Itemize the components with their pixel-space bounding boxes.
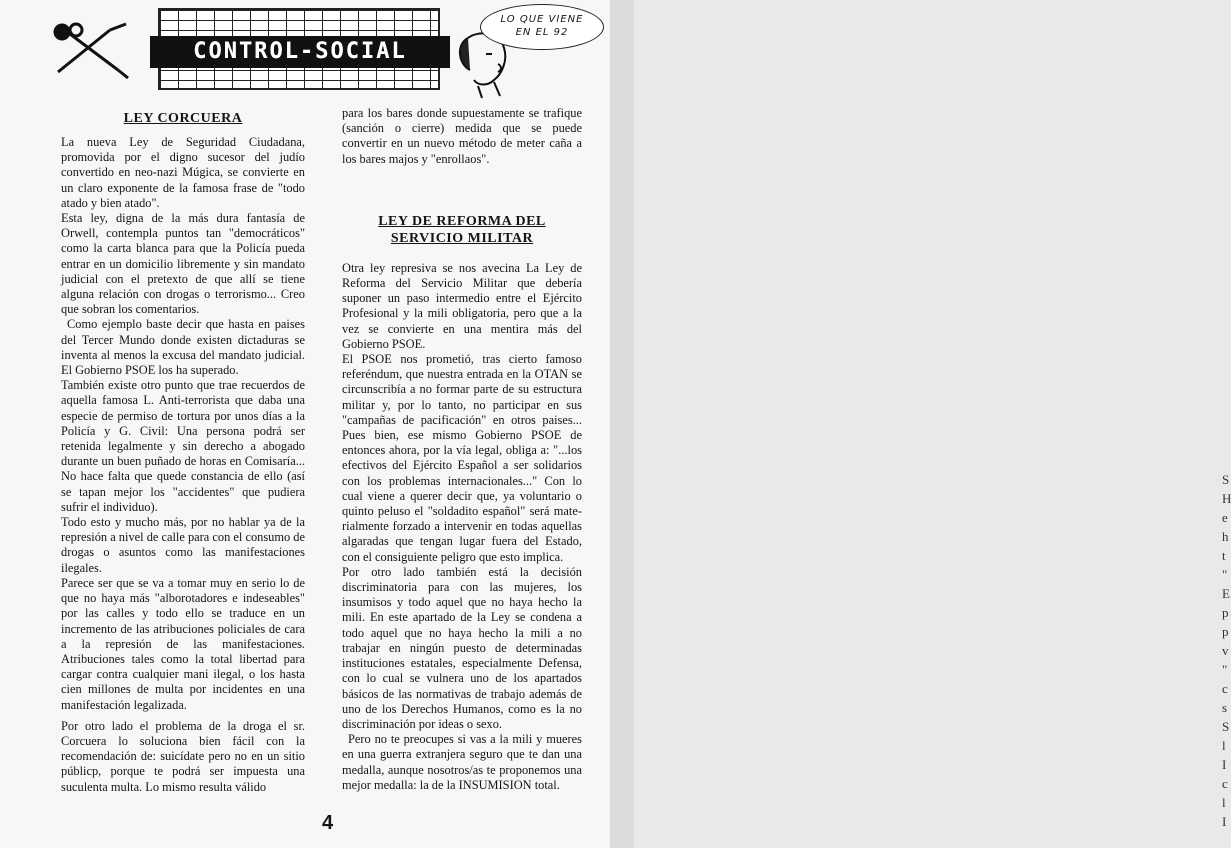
edge-letter: l [1222,738,1226,753]
edge-letter: S [1222,472,1230,487]
page-header [0,0,610,100]
edge-letter: e [1222,510,1228,525]
edge-letter: " [1222,567,1228,582]
edge-letter: s [1222,700,1228,715]
edge-letter: S [1222,719,1230,734]
speech-bubble [480,4,604,50]
speech-line-2: EN EL 92 [515,27,569,38]
left-column [61,110,305,795]
edge-letter: c [1222,681,1228,696]
left-paragraph: Parece ser que se va a tomar muy en serio lo de que no haya más "alborotadores e indeseables" por las calles y todo ello se traduce en un incremento de las atribuciones policiales de cara a la represión de las manifestaciones. Atribuciones tales como la total libertad para cargar contra cualquier mani ilegal, o los hasta cien millones de multa por incidentes en una manifestación legalizada. [61,575,305,712]
edge-letter: " [1222,662,1228,677]
heading-reforma-line-2: SERVICIO MILITAR [390,230,534,246]
edge-letter: p [1222,605,1229,620]
speech-line-1: LO QUE VIENE [500,14,584,25]
edge-letter: l [1222,795,1226,810]
edge-letters [1222,470,1231,831]
edge-letter: c [1222,776,1228,791]
edge-letter: E [1222,586,1230,601]
header-title: CONTROL-SOCIAL [193,39,407,64]
right-paragraph: Por otro lado también está la decisión discriminatoria para con las mujeres, los insumisos y todo aquel que no haya hecho la mili. En este apartado de la Ley se condena a todo aquel que no haya hecho la mili a no trabajar en ningún puesto de determinadas instituciones estatales, especialmente Defensa, con lo cual se vulnera uno de los apartados básicos de las normativas de trabajo además de uno de los Derechos Humanos, como es la no discriminación por ideas o sexo. [342,564,582,731]
right-paragraph: El PSOE nos prometió, tras cierto famoso referéndum, que nuestra entrada en la OTAN se circunscribía a no formar parte de su estructura militar y, por lo tanto, no participar en sus "campañas de pacificación" en otros paises... Pues bien, ese mismo Gobierno PSOE de entonces ahora, por la vía legal, obliga a: "...los efectivos del Ejército Español a ser solidarios con los problemas internacionales..." Con lo cual viene a querer decir que, ya voluntario o quinto peluso el "soldadito español" será mate-rialmente forzado a intervenir en todas aquellas algaradas que tengan lugar fuera del Estado, con el consiguiente peligro que esto implica. [342,352,582,564]
scissors-illustration [48,20,132,82]
left-paragraph: La nueva Ley de Seguridad Ciudadana, promovida por el digno sucesor del judío convertido en neo-nazi Múgica, se convierte en un claro exponente de la famosa frase de "todo atado y bien atado". [61,135,305,210]
adjacent-page-edge [610,0,1231,848]
page-number: 4 [322,812,334,834]
heading-ley-corcuera: LEY CORCUERA [123,111,243,126]
edge-letter: v [1222,643,1229,658]
heading-reforma-line-1: LEY DE REFORMA DEL [378,213,546,229]
left-paragraph: Por otro lado el problema de la droga el sr. Corcuera lo soluciona bien fácil con la recomendación de: suicídate pero no en un sitio públicp, porque te podrá ser impuesta una suculenta multa. Lo mismo resulta válido [61,718,305,794]
left-paragraph: Esta ley, digna de la más dura fantasía de Orwell, contempla puntos tan "democráticos" como la carta blanca para que la Policía pueda entrar en un domicilio libremente y sin mandato judicial con el pretexto de que allí se tiene alguna relación con drogas o terrorismo... Creo que sobran los comentarios. [61,211,305,317]
edge-letter: h [1222,529,1229,544]
edge-letter: I [1222,757,1227,772]
right-column [342,106,582,793]
edge-letter: I [1222,814,1227,829]
document-page [0,0,610,848]
left-paragraph: Como ejemplo baste decir que hasta en paises del Tercer Mundo donde existen dictaduras se inventa al menos la excusa del mandato judicial. El Gobierno PSOE los ha superado. [61,317,305,378]
right-paragraph-top: para los bares donde supuestamente se trafique (sanción o cierre) medida que se puede convertir en un nuevo método de meter caña a los bares majos y "enrollaos". [342,106,582,166]
edge-letter: H [1222,491,1231,506]
right-paragraph: Pero no te preocupes si vas a la mili y mueres en una guerra extranjera seguro que te dan una medalla, aunque nosotros/as te proponemos una mejor medalla: la de la INSUMISION total. [342,732,582,792]
right-paragraph: Otra ley represiva se nos avecina La Ley de Reforma del Servicio Militar que debería suponer un paso intermedio entre el Ejército Profesional y la mili obligatoria, pero que a la vez se convierte en una mentira más del Gobierno PSOE. [342,260,582,351]
header-title-banner [150,36,450,68]
edge-letter: t [1222,548,1226,563]
left-paragraph: Todo esto y mucho más, por no hablar ya de la represión a nivel de calle para con el consumo de drogas o asuntos como las manifestaciones ilegales. [61,515,305,575]
edge-letter: p [1222,624,1229,639]
left-paragraph: También existe otro punto que trae recuerdos de aquella famosa L. Anti-terrorista que daba una especie de permiso de tortura por unos días a la Policía y G. Civil: Una persona podrá ser retenida legalmente y sin derecho a abogado durante un buen puñado de horas en Comisaría... No hace falta que quede constancia de ello (así se tapan mejor los "accidentes" que pudiera sufrir el individuo). [61,378,305,514]
